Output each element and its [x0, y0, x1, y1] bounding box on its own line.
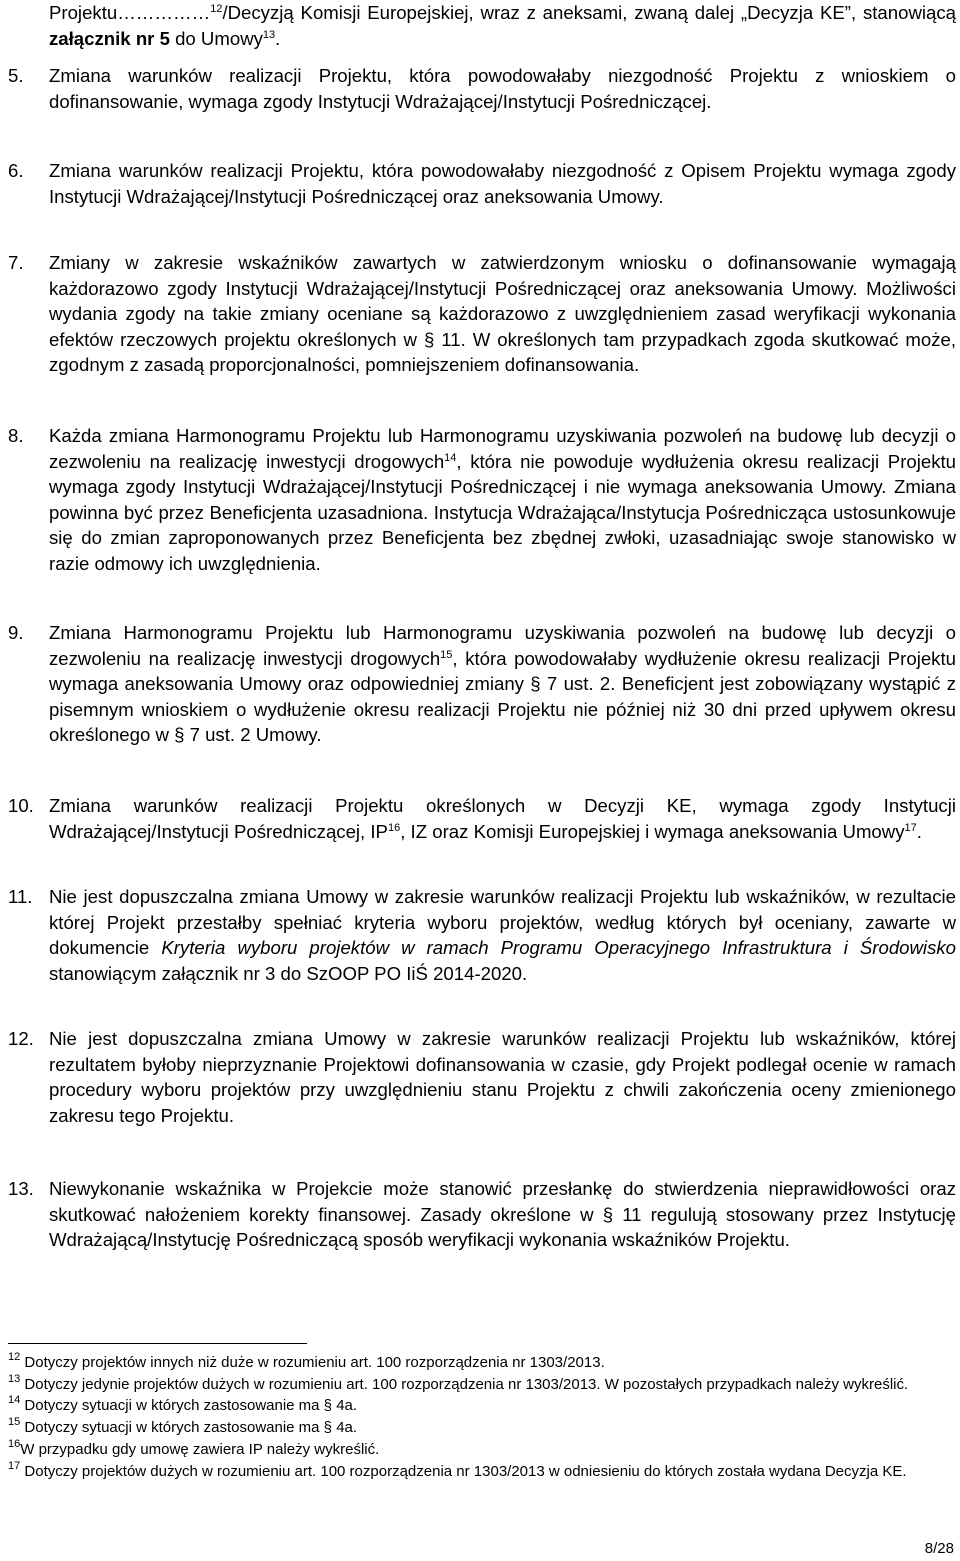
footnote-15: $^{15}$ Dotyczy sytuacji w których zastosowanie ma § 4a. [8, 1416, 358, 1437]
footnote-ref-12[interactable]: 12 [210, 3, 223, 15]
footnote-ref-14[interactable]: 14 [444, 451, 457, 464]
list-item-9 [8, 620, 956, 748]
footnotes [8, 1352, 956, 1482]
footnote-ref-15[interactable]: 15 [440, 648, 453, 661]
intro-text-a: Projektu…………… [49, 2, 211, 23]
item-number: 6. [8, 160, 24, 181]
item-text: Zmiany w zakresie wskaźników zawartych w zatwierdzonym wniosku o dofinansowanie wymagają każdorazowo zgody Instytucji Wdrażającej/Instytucji Pośredniczącej oraz aneksowania Umowy. Możliwości wydania zgody na takie zmiany oceniane są każdorazowo z uwzględnieniem zasad weryfikacji wykonania efektów rzeczowych projektu określonych w § 11. W określonych tam przypadkach zgoda skutkować może, zgodnym z zasadą proporcjonalności, pomniejszeniem dofinansowania. [49, 252, 956, 376]
intro-text-c: do Umowy [169, 27, 263, 49]
attachment-reference: załącznik nr 5 [49, 27, 170, 49]
item-number: 7. [8, 252, 24, 273]
item-text: Zmiana warunków realizacji Projektu, która powodowałaby niezgodność Projektu z wnioskiem o dofinansowanie, wymaga zgody Instytucji Wdrażającej/Instytucji Pośredniczącej. [49, 65, 956, 112]
footnote-17: $^{17}$ Dotyczy projektów dużych w rozumieniu art. 100 rozporządzenia nr 1303/2013 w odniesieniu do których została wydana Decyzja KE. [8, 1459, 907, 1480]
footnote-13: $^{13}$ Dotyczy jedynie projektów dużych w rozumieniu art. 100 rozporządzenia nr 1303/2013. W pozostałych przypadkach należy wykreślić. [8, 1372, 909, 1393]
list-item-12 [8, 1026, 956, 1128]
footnote-ref-17[interactable]: 17 [904, 821, 917, 834]
footnote-14: $^{14}$ Dotyczy sytuacji w których zastosowanie ma § 4a. [8, 1394, 358, 1415]
item-text: Zmiana warunków realizacji Projektu, która powodowałaby niezgodność z Opisem Projektu wymaga zgody Instytucji Wdrażającej/Instytucji Pośredniczącej oraz aneksowania Umowy. [49, 160, 956, 207]
list-item-11 [8, 884, 956, 986]
item-number: 13. [8, 1178, 34, 1199]
item-text: Każda zmiana Harmonogramu Projektu lub Harmonogramu uzyskiwania pozwoleń na budowę lub decyzji o zezwoleniu na realizację inwestycji drogowych$^{14}$, która nie powoduje wydłużenia okresu realizacji Projektu wymaga zgody Instytucji Wdrażającej/Instytucji Pośredniczącej i nie wymaga aneksowania Umowy. Zmiana powinna być przez Beneficjenta uzasadniona. Instytucja Wdrażająca/Instytucja Pośrednicząca ustosunkowuje się do zmian zaproponowanych przez Beneficjenta bez zbędnej zwłoki, uzasadniając swoje stanowisko w razie odmowy ich uwzględnienia. [49, 425, 957, 574]
item-number: 8. [8, 425, 24, 446]
item-number: 12. [8, 1028, 34, 1049]
item-text: Niewykonanie wskaźnika w Projekcie może stanowić przesłankę do stwierdzenia nieprawidłowości oraz skutkować nałożeniem korekty finansowej. Zasady określone w § 11 regulują stosowany przez Instytucję Wdrażającą/Instytucję Pośredniczącą sposób weryfikacji wykonania wskaźników Projektu. [49, 1178, 956, 1251]
list-item-10 [8, 793, 956, 844]
intro-text-b: /Decyzją Komisji Europejskiej, wraz z aneksami, zwaną dalej „Decyzja KE”, stanowiącą [222, 2, 956, 23]
item-text: Zmiana warunków realizacji Projektu określonych w Decyzji KE, wymaga zgody Instytucji Wdrażającej/Instytucji Pośredniczącej, IP$^{16}$, IZ oraz Komisji Europejskiej i wymaga aneksowania Umowy$^{17}$. [49, 795, 956, 842]
document-title-italic: Kryteria wyboru projektów w ramach Programu Operacyjnego Infrastruktura i Środowisko [161, 937, 956, 959]
page-number: 8/28 [924, 1540, 954, 1557]
footnote-12: $^{12}$ Dotyczy projektów innych niż duże w rozumieniu art. 100 rozporządzenia nr 1303/2013. [8, 1351, 605, 1371]
item-number: 5. [8, 65, 24, 86]
list-item-5 [8, 63, 956, 114]
footnote-16: $^{16}$W przypadku gdy umowę zawiera IP należy wykreślić. [8, 1437, 380, 1458]
footnote-ref-16[interactable]: 16 [387, 821, 401, 834]
list-item-7 [8, 250, 956, 378]
item-number: 10. [8, 795, 34, 816]
footnote-divider [8, 1343, 307, 1344]
list-item-8 [8, 423, 956, 577]
item-text: Zmiana Harmonogramu Projektu lub Harmonogramu uzyskiwania pozwoleń na budowę lub decyzji o zezwoleniu na realizację inwestycji drogowych$^{15}$, która powodowałaby wydłużenie okresu realizacji Projektu wymaga aneksowania Umowy oraz odpowiedniej zmiany § 7 ust. 2. Beneficjent jest zobowiązany wystąpić z pisemnym wnioskiem o wydłużenie okresu realizacji Projektu nie później niż 30 dni przed upływem okresu określonego w § 7 ust. 2 Umowy. [49, 622, 956, 746]
item-text: Nie jest dopuszczalna zmiana Umowy w zakresie warunków realizacji Projektu lub wskaźników, której rezultatem byłoby nieprzyznanie Projektowi dofinansowania w czasie, gdy Projekt podlegał ocenie w ramach procedury wyboru projektów przy uwzględnieniu stanu Projektu z chwili zakończenia oceny zmienionego zakresu tego Projektu. [49, 1028, 956, 1126]
intro-paragraph [49, 0, 956, 51]
item-number: 9. [8, 622, 24, 643]
list-item-13 [8, 1176, 956, 1253]
intro-text-d: . [275, 27, 281, 49]
item-number: 11. [8, 886, 33, 907]
item-text: Nie jest dopuszczalna zmiana Umowy w zakresie warunków realizacji Projektu lub wskaźników, w rezultacie której Projekt przestałby spełniać kryteria wyboru projektów, według których był oceniany, zawarte w dokumencie Kryteria wyboru projektów w ramach Programu Operacyjnego Infrastruktura i Środowisko stanowiącym załącznik nr 3 do SzOOP PO IiŚ 2014-2020. [49, 886, 956, 984]
footnote-ref-13[interactable]: 13 [262, 28, 276, 41]
list-item-6 [8, 158, 956, 209]
